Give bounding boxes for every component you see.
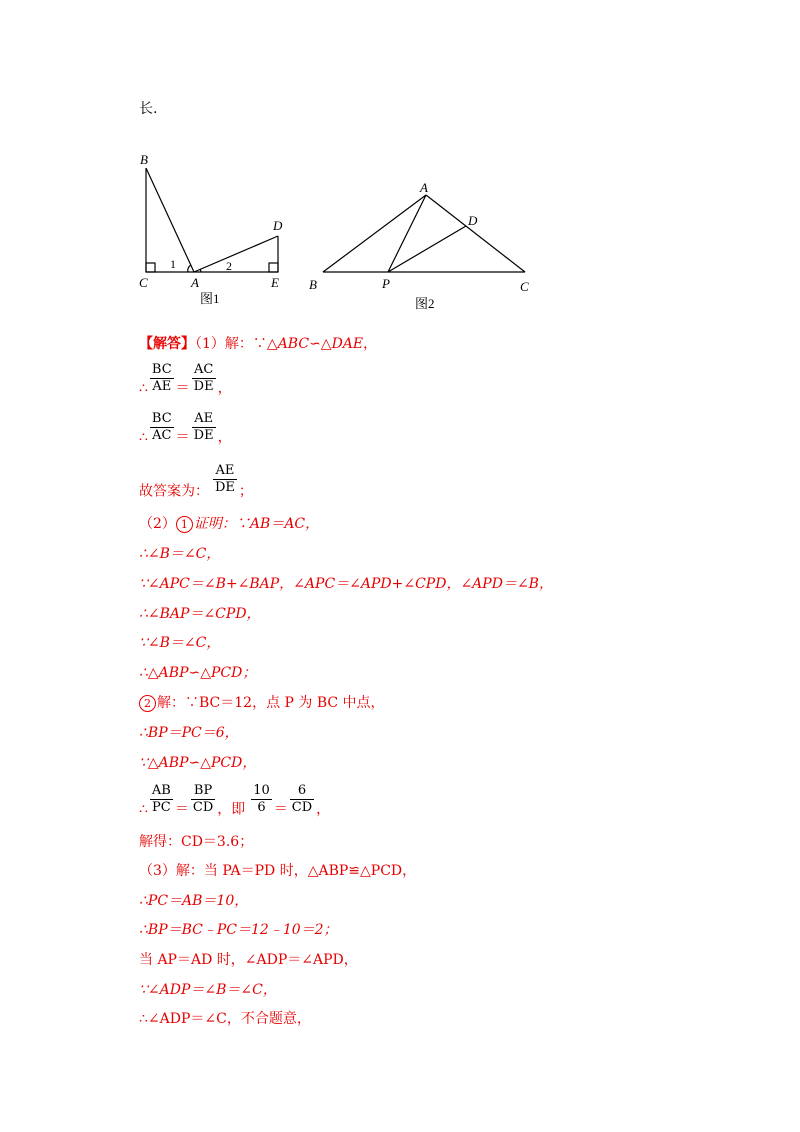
ratio-line-2: ∴ $\frac{BC}{AC}$ ＝ $\frac{AE}{DE}$ ， (139, 411, 232, 446)
part3-line-3: ∴BP＝BC﹣PC＝12﹣10＝2； (139, 922, 338, 938)
fraction: $\frac{6}{CD}$ (291, 783, 313, 815)
label-a: A (420, 180, 428, 195)
label-d: D (273, 218, 283, 233)
part2-solve-line-1: 2 解：∵BC＝12，点 P 为 BC 中点， (139, 694, 385, 712)
label-c: C (139, 275, 148, 290)
part3-line-2: ∴PC＝AB＝10， (139, 893, 249, 909)
angle-arc-1 (188, 265, 191, 272)
part2-proof-line-1: （2） 1 证明：∵AB＝AC， (139, 516, 320, 532)
fraction: $\frac{10}{6}$ (253, 783, 270, 815)
part2-proof-line-5: ∵∠B＝∠C， (139, 635, 221, 651)
part2-proof-line-2: ∴∠B＝∠C， (139, 546, 221, 562)
figure-2-caption: 图2 (415, 296, 435, 311)
circled-number-1: 1 (176, 516, 193, 533)
fraction: $\frac{AB}{PC}$ (151, 783, 171, 815)
solution-header: 【解答】 (139, 336, 195, 352)
figure-1 (130, 150, 300, 310)
circled-number-2: 2 (139, 695, 156, 712)
label-b: B (140, 152, 148, 167)
part2-proof-line-3: ∵∠APC＝∠B+∠BAP，∠APC＝∠APD+∠CPD，∠APD＝∠B， (139, 576, 553, 592)
part2-solve-line-3: ∵△ABP∽△PCD， (139, 755, 257, 771)
angle-label-2: 2 (226, 259, 232, 273)
part2-result-line: 解得：CD＝3.6； (139, 834, 254, 850)
fraction: $\frac{BP}{CD}$ (192, 783, 214, 815)
part3-line-6: ∴∠ADP＝∠C，不合题意， (139, 1011, 311, 1027)
angle-label-1: 1 (170, 257, 176, 271)
continued-text: 长. (139, 101, 158, 117)
label-d: D (468, 213, 478, 228)
part3-line-1: （3）解：当 PA＝PD 时，△ABP≌△PCD， (139, 863, 417, 879)
part2-solve-line-2: ∴BP＝PC＝6， (139, 725, 239, 741)
label-p: P (382, 276, 390, 291)
fraction: $\frac{AE}{DE}$ (193, 411, 214, 443)
right-angle-c (146, 263, 155, 272)
ratio-line-1: ∴ $\frac{BC}{AE}$ ＝ $\frac{AC}{DE}$ ， (139, 362, 232, 397)
answer-line: 故答案为： $\frac{AE}{DE}$ ； (139, 463, 253, 500)
fraction: $\frac{AC}{DE}$ (193, 362, 214, 394)
segment-ac (426, 195, 525, 272)
part2-proof-line-4: ∴∠BAP＝∠CPD， (139, 606, 261, 622)
part2-proof-line-6: ∴△ABP∽△PCD； (139, 665, 257, 681)
part3-line-4: 当 AP＝AD 时，∠ADP＝∠APD， (139, 952, 358, 968)
segment-ba (323, 195, 426, 272)
solution-part1-line: 【解答】（1）解：∵△ABC∽△DAE， (139, 336, 378, 352)
label-e: E (271, 275, 279, 290)
figure-1-caption: 图1 (200, 291, 220, 306)
label-b: B (309, 277, 317, 292)
right-angle-e (269, 263, 278, 272)
label-a: A (191, 275, 199, 290)
fraction: $\frac{BC}{AC}$ (151, 411, 172, 443)
fraction: $\frac{AE}{DE}$ (215, 463, 235, 495)
label-c: C (520, 279, 529, 294)
part3-line-5: ∵∠ADP＝∠B＝∠C， (139, 982, 277, 998)
figure-2 (305, 175, 545, 315)
fraction: $\frac{BC}{AE}$ (151, 362, 172, 394)
segment-ad (194, 236, 278, 272)
ratio-line-3: ∴ $\frac{AB}{PC}$ ＝ $\frac{BP}{CD}$ ，即 $\frac{10}{6}$ ＝ $\frac{6}{CD}$ ， (139, 783, 331, 818)
